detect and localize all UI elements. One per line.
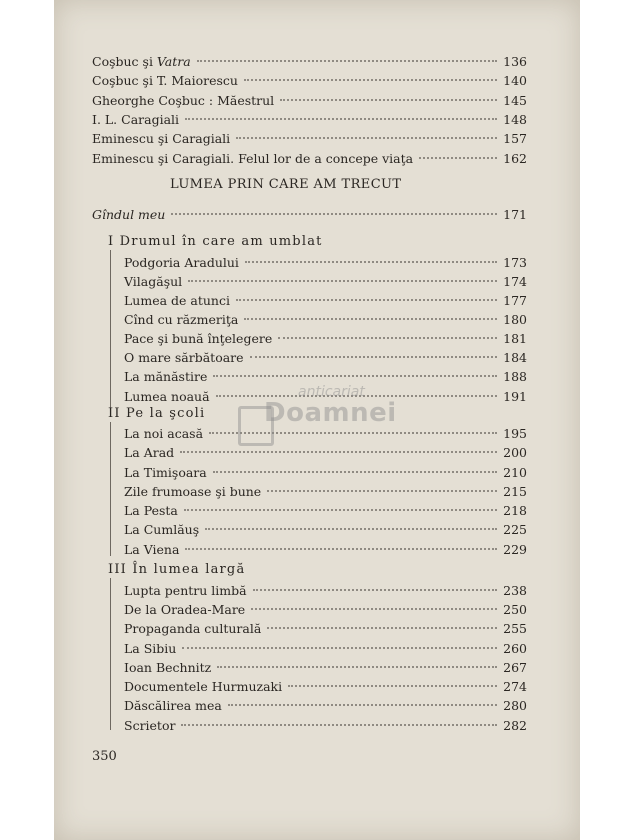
toc-entry-page: 238	[503, 583, 527, 598]
toc-entry-page: 157	[503, 131, 527, 146]
toc-entry-title	[92, 73, 244, 88]
toc-entry-title: La Pesta	[124, 503, 178, 518]
toc-entry-title: Scrietor	[124, 718, 176, 733]
toc-entry-page: 195	[503, 426, 527, 441]
dot-leader	[184, 509, 497, 511]
section-rule	[110, 578, 111, 730]
toc-entry	[92, 112, 527, 131]
dot-leader	[280, 99, 497, 101]
toc-entry	[124, 255, 527, 274]
section-rule	[110, 422, 111, 556]
toc-entry-page: 282	[503, 718, 527, 733]
toc-entry	[124, 503, 527, 522]
dot-leader	[250, 356, 498, 358]
dot-leader	[267, 627, 497, 629]
dot-leader	[267, 490, 497, 492]
toc-entry-title: La mănăstire	[124, 369, 208, 384]
toc-entry	[92, 73, 527, 92]
toc-entry-title-part: Coşbuc şi T. Maiorescu	[92, 73, 238, 88]
dot-leader	[185, 548, 497, 550]
toc-entry-page: 255	[503, 621, 527, 636]
toc-entry-page: 188	[503, 369, 527, 384]
toc-entry-title: Lupta pentru limbă	[124, 583, 247, 598]
dot-leader	[251, 608, 497, 610]
toc-entry-page: 191	[503, 389, 527, 404]
toc-entry-page: 267	[503, 660, 527, 675]
dot-leader	[213, 375, 497, 377]
section-heading: II Pe la şcoli	[108, 406, 206, 421]
dot-leader	[171, 213, 497, 215]
dot-leader	[181, 724, 497, 726]
toc-entry-title-part: I. L. Caragiali	[92, 112, 180, 127]
toc-entry-page: 210	[503, 465, 527, 480]
toc-entry	[124, 274, 527, 293]
dot-leader	[236, 299, 497, 301]
toc-entry-title: La Sibiu	[124, 641, 177, 656]
toc-entry-page: 136	[503, 54, 527, 69]
toc-entry	[124, 621, 527, 640]
toc-entry-title-part: Vatra	[156, 54, 191, 69]
dot-leader	[185, 118, 497, 120]
dot-leader	[288, 685, 497, 687]
dot-leader	[205, 528, 497, 530]
toc-entry-title-part: Eminescu şi Caragiali. Felul lor de a concepe viaţa	[92, 151, 414, 166]
dot-leader	[244, 318, 497, 320]
toc-entry-page: 174	[503, 274, 527, 289]
toc-entry-title: La Arad	[124, 445, 175, 460]
toc-entry-title-part: Gheorghe Coşbuc : Măestrul	[92, 93, 275, 108]
dot-leader	[182, 647, 497, 649]
watermark-title: Doamnei	[264, 398, 397, 428]
toc-entry-page: 148	[503, 112, 527, 127]
dot-leader	[236, 137, 497, 139]
toc-entry-page: 162	[503, 151, 527, 166]
toc-entry-title: Documentele Hurmuzaki	[124, 679, 283, 694]
toc-entry-page: 173	[503, 255, 527, 270]
toc-entry	[92, 93, 527, 112]
toc-entry-title: La Cumlăuş	[124, 522, 200, 537]
toc-entry	[124, 718, 527, 737]
toc-entry	[124, 583, 527, 602]
toc-entry-page: 280	[503, 698, 527, 713]
toc-entry	[124, 293, 527, 312]
toc-entry	[124, 698, 527, 717]
toc-entry-title: Gîndul meu	[92, 207, 166, 222]
toc-entry-title	[92, 151, 419, 166]
toc-entry	[124, 331, 527, 350]
part-heading: LUMEA PRIN CARE AM TRECUT	[170, 177, 402, 192]
toc-entry-title: La Viena	[124, 542, 180, 557]
toc-entry	[92, 54, 527, 73]
toc-entry-title: Cînd cu răzmeriţa	[124, 312, 239, 327]
toc-entry-title: Zile frumoase şi bune	[124, 484, 262, 499]
toc-entry	[124, 641, 527, 660]
toc-entry-page: 140	[503, 73, 527, 88]
toc-entry-title: Dăscălirea mea	[124, 698, 222, 713]
toc-entry	[92, 207, 527, 226]
toc-entry	[124, 465, 527, 484]
dot-leader	[197, 60, 497, 62]
toc-entry-page: 274	[503, 679, 527, 694]
dot-leader	[245, 261, 497, 263]
dot-leader	[228, 704, 497, 706]
section-rule	[110, 250, 111, 408]
dot-leader	[244, 79, 497, 81]
toc-entry-title: Pace şi bună înţelegere	[124, 331, 273, 346]
toc-entry-page: 218	[503, 503, 527, 518]
toc-entry-page: 177	[503, 293, 527, 308]
toc-entry	[124, 312, 527, 331]
toc-entry-title: Propaganda culturală	[124, 621, 262, 636]
toc-entry	[124, 350, 527, 369]
toc-entry-page: 260	[503, 641, 527, 656]
toc-entry-title-part: Coşbuc şi	[92, 54, 157, 69]
watermark-subtitle: anticariat	[298, 384, 365, 400]
dot-leader	[419, 157, 497, 159]
toc-entry-page: 200	[503, 445, 527, 460]
dot-leader	[213, 471, 497, 473]
toc-entry	[92, 131, 527, 150]
toc-entry-title: Ioan Bechnitz	[124, 660, 212, 675]
toc-entry-page: 184	[503, 350, 527, 365]
toc-entry-page: 250	[503, 602, 527, 617]
toc-entry-title: O mare sărbătoare	[124, 350, 244, 365]
toc-entry-title: De la Oradea-Mare	[124, 602, 246, 617]
toc-entry-title	[92, 112, 185, 127]
dot-leader	[188, 280, 497, 282]
toc-entry	[124, 602, 527, 621]
dot-leader	[253, 589, 498, 591]
watermark	[238, 384, 408, 454]
toc-entry-page: 229	[503, 542, 527, 557]
toc-entry-page: 180	[503, 312, 527, 327]
toc-entry-title	[92, 131, 236, 146]
toc-entry-page: 171	[503, 207, 527, 222]
toc-entry-title: La noi acasă	[124, 426, 204, 441]
toc-entry	[124, 542, 527, 561]
section-heading: I Drumul în care am umblat	[108, 234, 323, 249]
toc-entry-title: Vilagăşul	[124, 274, 183, 289]
toc-entry-page: 215	[503, 484, 527, 499]
toc-entry-title: La Timişoara	[124, 465, 207, 480]
toc-entry-page: 225	[503, 522, 527, 537]
toc-entry-title-part: Eminescu şi Caragiali	[92, 131, 231, 146]
toc-entry-page: 145	[503, 93, 527, 108]
toc-entry-title: Podgoria Aradului	[124, 255, 239, 270]
toc-entry-title	[92, 93, 280, 108]
dot-leader	[217, 666, 497, 668]
toc-entry-title: Lumea noauă	[124, 389, 210, 404]
toc-entry	[124, 484, 527, 503]
toc-entry	[92, 151, 527, 170]
section-heading: III În lumea largă	[108, 562, 246, 577]
toc-entry	[124, 660, 527, 679]
toc-entry	[124, 522, 527, 541]
toc-entry-page: 181	[503, 331, 527, 346]
toc-entry-title	[92, 54, 197, 69]
page-number: 350	[92, 749, 117, 764]
dot-leader	[278, 337, 497, 339]
toc-entry	[124, 679, 527, 698]
toc-entry-title: Lumea de atunci	[124, 293, 230, 308]
